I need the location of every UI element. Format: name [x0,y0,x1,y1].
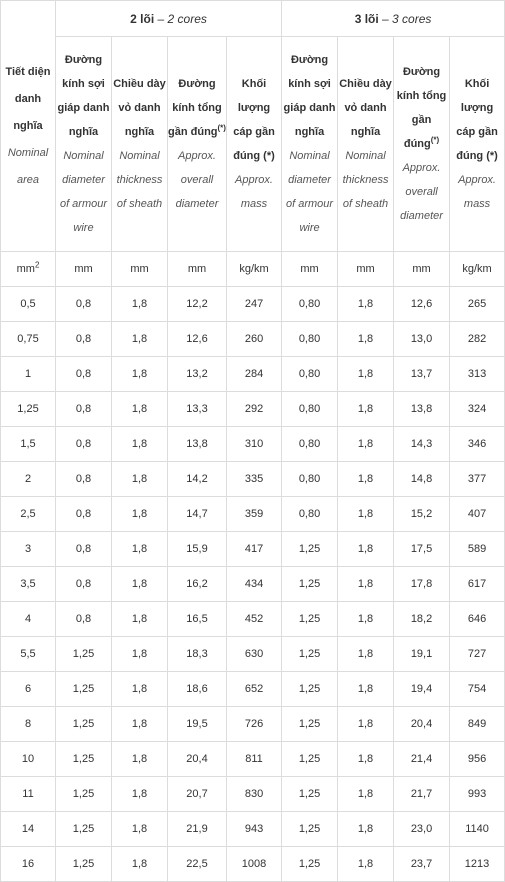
table-row [1,497,505,532]
cell-diameter-2c: 14,2 [168,462,227,497]
cell-armour-3c: 1,25 [282,812,338,847]
cell-area: 1 [1,357,56,392]
unit-sheath-2c: mm [112,252,168,287]
cell-sheath-3c: 1,8 [338,777,394,812]
cell-area: 16 [1,847,56,882]
cell-mass-3c: 646 [450,602,505,637]
cell-diameter-3c: 23,7 [394,847,450,882]
cell-mass-2c: 652 [227,672,282,707]
cell-diameter-3c: 14,8 [394,462,450,497]
header-diameter-vn [394,60,449,156]
cell-armour-3c: 0,80 [282,357,338,392]
header-nominal-area-vn: Tiết diện danh nghĩa [5,65,51,132]
cell-sheath-3c: 1,8 [338,707,394,742]
cell-sheath-2c: 1,8 [112,357,168,392]
unit-sheath-3c: mm [338,252,394,287]
cell-mass-3c: 1140 [450,812,505,847]
cell-diameter-3c: 19,4 [394,672,450,707]
header-diameter-vn-text: Đường kính tổng gần đúng [168,78,222,138]
header-overall-diameter-3c [394,37,450,252]
cell-diameter-2c: 20,7 [168,777,227,812]
cell-diameter-2c: 13,2 [168,357,227,392]
cell-mass-3c: 324 [450,392,505,427]
cell-area: 2,5 [1,497,56,532]
cell-area: 1,25 [1,392,56,427]
header-sheath-thickness-3c [338,37,394,252]
header-mass-vn: Khối lượng cáp gần đúng (*) [233,78,275,162]
cell-diameter-3c: 12,6 [394,287,450,322]
header-sheath-vn: Chiều dày vỏ danh nghĩa [113,78,166,138]
cell-armour-2c: 1,25 [56,777,112,812]
cell-sheath-3c: 1,8 [338,742,394,777]
header-armour-diameter-3c [282,37,338,252]
cell-sheath-3c: 1,8 [338,287,394,322]
cell-armour-3c: 1,25 [282,602,338,637]
table-row [1,602,505,637]
unit-mass-3c: kg/km [450,252,505,287]
table-row [1,742,505,777]
cell-diameter-3c: 14,3 [394,427,450,462]
cell-armour-3c: 1,25 [282,532,338,567]
group-header-3-cores [282,1,505,37]
cell-mass-3c: 993 [450,777,505,812]
cell-armour-2c: 0,8 [56,357,112,392]
cell-armour-2c: 0,8 [56,392,112,427]
cell-sheath-2c: 1,8 [112,812,168,847]
cell-mass-3c: 956 [450,742,505,777]
cell-armour-3c: 0,80 [282,392,338,427]
cell-mass-3c: 377 [450,462,505,497]
cell-armour-2c: 0,8 [56,287,112,322]
header-overall-diameter-2c [168,37,227,252]
cell-sheath-3c: 1,8 [338,847,394,882]
cell-area: 2 [1,462,56,497]
cell-armour-3c: 1,25 [282,672,338,707]
header-mass-en: Approx. mass [235,174,273,210]
cell-sheath-2c: 1,8 [112,322,168,357]
header-sheath-en: Nominal thickness of sheath [342,150,389,210]
cell-mass-3c: 727 [450,637,505,672]
cell-armour-2c: 0,8 [56,427,112,462]
cell-armour-3c: 1,25 [282,567,338,602]
header-armour-vn: Đường kính sợi giáp danh nghĩa [283,54,336,138]
cell-armour-2c: 1,25 [56,742,112,777]
cell-armour-2c: 0,8 [56,532,112,567]
cell-diameter-3c: 21,7 [394,777,450,812]
unit-armour-3c: mm [282,252,338,287]
cell-sheath-3c: 1,8 [338,392,394,427]
cell-mass-3c: 313 [450,357,505,392]
unit-diameter-2c: mm [168,252,227,287]
cell-area: 0,75 [1,322,56,357]
cell-mass-2c: 335 [227,462,282,497]
cell-armour-3c: 0,80 [282,322,338,357]
cell-armour-2c: 1,25 [56,707,112,742]
group-3-cores-en: 3 cores [392,11,432,26]
unit-diameter-3c: mm [394,252,450,287]
cell-sheath-3c: 1,8 [338,672,394,707]
cell-diameter-2c: 16,5 [168,602,227,637]
cell-sheath-3c: 1,8 [338,812,394,847]
cell-diameter-3c: 18,2 [394,602,450,637]
table-row [1,567,505,602]
header-sheath-vn: Chiều dày vỏ danh nghĩa [339,78,392,138]
header-mass-en: Approx. mass [458,174,496,210]
cell-diameter-3c: 21,4 [394,742,450,777]
table-row [1,777,505,812]
cell-mass-2c: 292 [227,392,282,427]
cell-armour-2c: 0,8 [56,462,112,497]
cell-sheath-2c: 1,8 [112,497,168,532]
group-2-cores-vn: 2 lõi [130,11,155,26]
cell-mass-3c: 346 [450,427,505,462]
cell-sheath-3c: 1,8 [338,602,394,637]
table-body [1,287,505,882]
cell-armour-2c: 0,8 [56,602,112,637]
cell-area: 8 [1,707,56,742]
cell-sheath-3c: 1,8 [338,532,394,567]
cell-mass-3c: 754 [450,672,505,707]
cell-mass-2c: 434 [227,567,282,602]
group-2-cores-en: 2 cores [167,11,207,26]
cell-sheath-3c: 1,8 [338,462,394,497]
cell-diameter-3c: 23,0 [394,812,450,847]
cell-area: 10 [1,742,56,777]
header-diameter-en: Approx. overall diameter [175,150,219,210]
table-row [1,322,505,357]
cell-area: 0,5 [1,287,56,322]
table-row [1,462,505,497]
cell-diameter-3c: 17,5 [394,532,450,567]
cell-area: 3,5 [1,567,56,602]
cell-diameter-3c: 15,2 [394,497,450,532]
cell-armour-2c: 0,8 [56,567,112,602]
cell-armour-3c: 0,80 [282,287,338,322]
cell-sheath-3c: 1,8 [338,497,394,532]
table-row [1,812,505,847]
table-row [1,427,505,462]
group-3-cores-sep: – [378,11,393,26]
cell-armour-2c: 1,25 [56,812,112,847]
cell-mass-2c: 811 [227,742,282,777]
unit-area [1,252,56,287]
cell-armour-3c: 1,25 [282,637,338,672]
cell-sheath-3c: 1,8 [338,567,394,602]
table-row [1,637,505,672]
cell-area: 4 [1,602,56,637]
cell-mass-2c: 943 [227,812,282,847]
cell-diameter-2c: 13,3 [168,392,227,427]
group-2-cores-sep: – [154,11,168,26]
header-diameter-vn-text: Đường kính tổng gần đúng [396,66,447,150]
cell-sheath-2c: 1,8 [112,462,168,497]
cell-sheath-2c: 1,8 [112,602,168,637]
unit-armour-2c: mm [56,252,112,287]
cell-mass-2c: 359 [227,497,282,532]
cell-armour-3c: 1,25 [282,847,338,882]
cell-mass-3c: 849 [450,707,505,742]
table-row [1,392,505,427]
cell-mass-2c: 247 [227,287,282,322]
cell-mass-2c: 630 [227,637,282,672]
header-sheath-thickness-2c [112,37,168,252]
cell-diameter-2c: 20,4 [168,742,227,777]
cell-armour-3c: 0,80 [282,462,338,497]
header-diameter-mark: (*) [217,123,226,133]
cell-diameter-2c: 13,8 [168,427,227,462]
cell-mass-3c: 1213 [450,847,505,882]
cell-mass-3c: 282 [450,322,505,357]
header-nominal-area [1,1,56,252]
cell-diameter-2c: 18,3 [168,637,227,672]
header-armour-en: Nominal diameter of armour wire [59,150,108,234]
cell-mass-2c: 310 [227,427,282,462]
cell-armour-3c: 1,25 [282,707,338,742]
cell-sheath-2c: 1,8 [112,637,168,672]
header-mass-vn: Khối lượng cáp gần đúng (*) [456,78,498,162]
header-diameter-en: Approx. overall diameter [400,162,443,222]
cell-armour-2c: 0,8 [56,497,112,532]
cell-diameter-2c: 19,5 [168,707,227,742]
group-header-2-cores [56,1,282,37]
cell-armour-2c: 1,25 [56,672,112,707]
header-mass-3c [450,37,505,252]
cell-sheath-3c: 1,8 [338,427,394,462]
table-row [1,847,505,882]
cell-sheath-2c: 1,8 [112,742,168,777]
cell-sheath-3c: 1,8 [338,357,394,392]
table-row [1,287,505,322]
cell-sheath-3c: 1,8 [338,322,394,357]
cell-mass-2c: 417 [227,532,282,567]
cell-area: 11 [1,777,56,812]
table-row [1,707,505,742]
cell-armour-2c: 0,8 [56,322,112,357]
cell-diameter-2c: 12,2 [168,287,227,322]
cell-area: 1,5 [1,427,56,462]
cell-armour-3c: 0,80 [282,497,338,532]
header-diameter-vn [168,72,226,144]
cell-diameter-2c: 22,5 [168,847,227,882]
cell-diameter-2c: 18,6 [168,672,227,707]
cell-diameter-3c: 17,8 [394,567,450,602]
cell-area: 14 [1,812,56,847]
cell-mass-2c: 284 [227,357,282,392]
cell-mass-3c: 265 [450,287,505,322]
cell-diameter-3c: 13,0 [394,322,450,357]
header-armour-vn: Đường kính sợi giáp danh nghĩa [57,54,110,138]
cell-sheath-2c: 1,8 [112,392,168,427]
cell-mass-2c: 830 [227,777,282,812]
cell-mass-3c: 407 [450,497,505,532]
cell-area: 3 [1,532,56,567]
unit-mass-2c: kg/km [227,252,282,287]
cell-armour-3c: 1,25 [282,742,338,777]
cell-diameter-3c: 19,1 [394,637,450,672]
cell-diameter-3c: 20,4 [394,707,450,742]
cell-sheath-2c: 1,8 [112,707,168,742]
header-diameter-mark: (*) [430,135,440,145]
cell-mass-2c: 260 [227,322,282,357]
table-row [1,672,505,707]
cell-sheath-2c: 1,8 [112,567,168,602]
cell-sheath-2c: 1,8 [112,847,168,882]
unit-area-exp: 2 [34,260,40,270]
cell-mass-3c: 589 [450,532,505,567]
cell-mass-2c: 1008 [227,847,282,882]
cell-mass-2c: 452 [227,602,282,637]
cell-sheath-3c: 1,8 [338,637,394,672]
cell-sheath-2c: 1,8 [112,427,168,462]
cell-diameter-2c: 16,2 [168,567,227,602]
cell-diameter-2c: 14,7 [168,497,227,532]
group-3-cores-vn: 3 lõi [354,11,379,26]
cell-sheath-2c: 1,8 [112,777,168,812]
cell-sheath-2c: 1,8 [112,532,168,567]
unit-area-base: mm [16,263,35,275]
cell-armour-2c: 1,25 [56,847,112,882]
header-sheath-en: Nominal thickness of sheath [116,150,163,210]
cell-mass-3c: 617 [450,567,505,602]
header-mass-2c [227,37,282,252]
cell-armour-3c: 1,25 [282,777,338,812]
header-armour-diameter-2c [56,37,112,252]
cell-armour-3c: 0,80 [282,427,338,462]
header-nominal-area-en: Nominal area [7,146,49,186]
cell-area: 5,5 [1,637,56,672]
table-row [1,532,505,567]
cell-mass-2c: 726 [227,707,282,742]
units-row [1,252,505,287]
cell-sheath-2c: 1,8 [112,287,168,322]
cell-diameter-2c: 12,6 [168,322,227,357]
cell-diameter-3c: 13,8 [394,392,450,427]
cell-diameter-2c: 21,9 [168,812,227,847]
cell-diameter-3c: 13,7 [394,357,450,392]
header-armour-en: Nominal diameter of armour wire [285,150,334,234]
cell-area: 6 [1,672,56,707]
table-row [1,357,505,392]
cell-sheath-2c: 1,8 [112,672,168,707]
cell-diameter-2c: 15,9 [168,532,227,567]
cell-armour-2c: 1,25 [56,637,112,672]
